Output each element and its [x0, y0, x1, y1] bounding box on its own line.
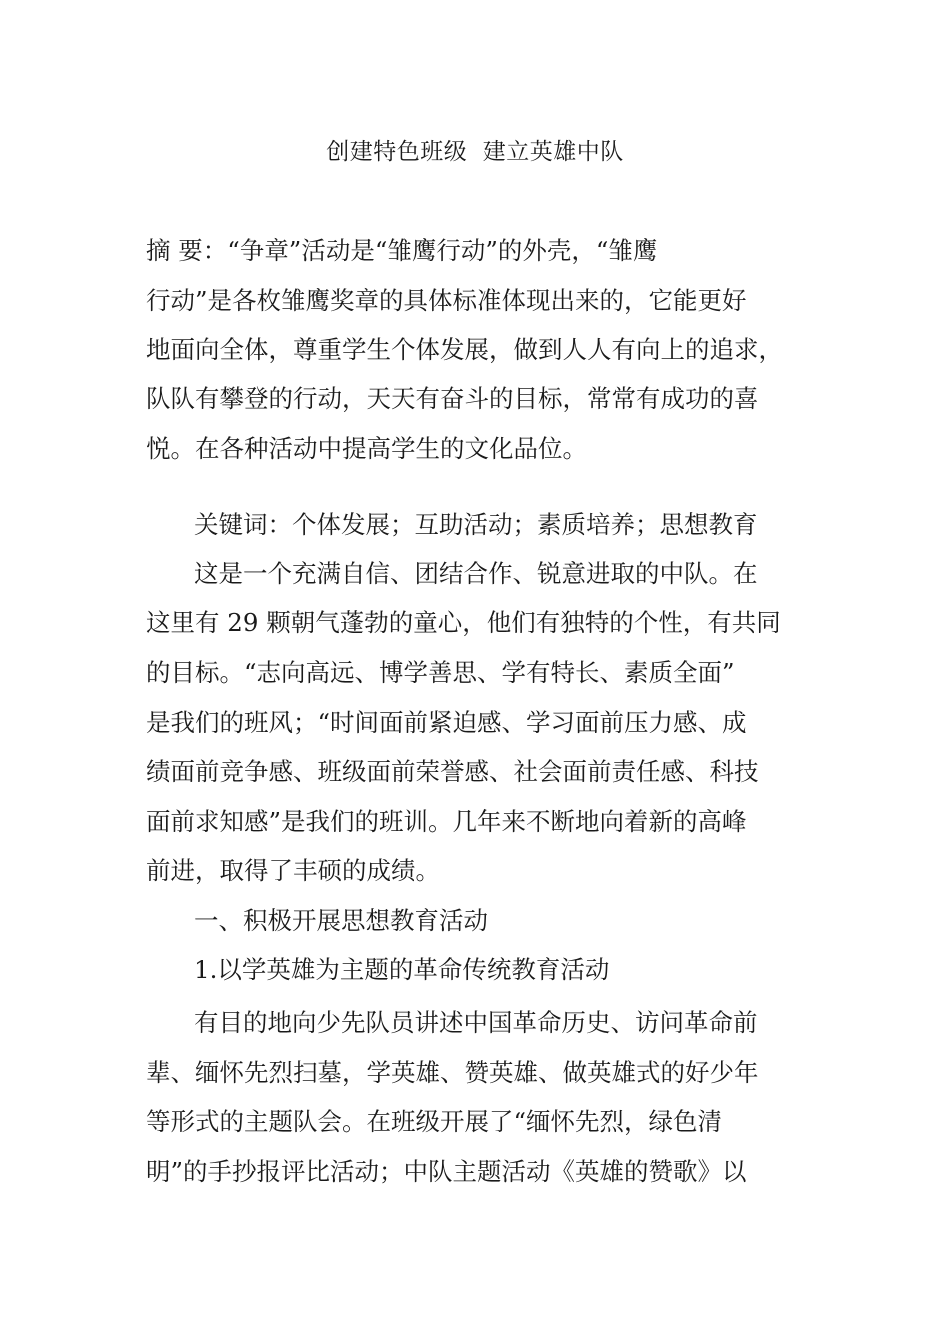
abstract-line-4: 队队有攀登的行动，天天有奋斗的目标，常常有成功的喜	[146, 384, 759, 413]
intro-line-5: 绩面前竞争感、班级面前荣誉感、社会面前责任感、科技	[146, 757, 759, 786]
body-line-1: 有目的地向少先队员讲述中国革命历史、访问革命前	[194, 1008, 758, 1037]
body-line-4: 明”的手抄报评比活动；中队主题活动《英雄的赞歌》以	[146, 1157, 747, 1186]
keywords-line: 关键词：个体发展；互助活动；素质培养；思想教育	[194, 510, 758, 539]
intro-line-6: 面前求知感”是我们的班训。几年来不断地向着新的高峰	[146, 807, 747, 836]
intro-line-3: 的目标。“志向高远、博学善思、学有特长、素质全面”	[146, 658, 735, 687]
body-line-2: 辈、缅怀先烈扫墓，学英雄、赞英雄、做英雄式的好少年	[146, 1058, 759, 1087]
intro-line-4: 是我们的班风；“时间面前紧迫感、学习面前压力感、成	[146, 708, 747, 737]
abstract-line-3: 地面向全体，尊重学生个体发展，做到人人有向上的追求，	[146, 335, 783, 364]
document-title: 创建特色班级 建立英雄中队	[326, 139, 624, 165]
intro-line-2: 这里有 29 颗朝气蓬勃的童心，他们有独特的个性，有共同	[146, 608, 781, 637]
subsection-heading: 1.以学英雄为主题的革命传统教育活动	[194, 955, 610, 984]
abstract-line-2: 行动”是各枚雏鹰奖章的具体标准体现出来的，它能更好	[146, 286, 747, 315]
intro-line-1: 这是一个充满自信、团结合作、锐意进取的中队。在	[194, 559, 758, 588]
intro-line-7: 前进，取得了丰硕的成绩。	[146, 856, 440, 885]
abstract-line-1: 摘 要：“争章”活动是“雏鹰行动”的外壳，“雏鹰	[146, 236, 658, 265]
section-heading: 一、积极开展思想教育活动	[194, 906, 488, 935]
body-line-3: 等形式的主题队会。在班级开展了“缅怀先烈，绿色清	[146, 1107, 723, 1136]
abstract-line-5: 悦。在各种活动中提高学生的文化品位。	[146, 434, 587, 463]
